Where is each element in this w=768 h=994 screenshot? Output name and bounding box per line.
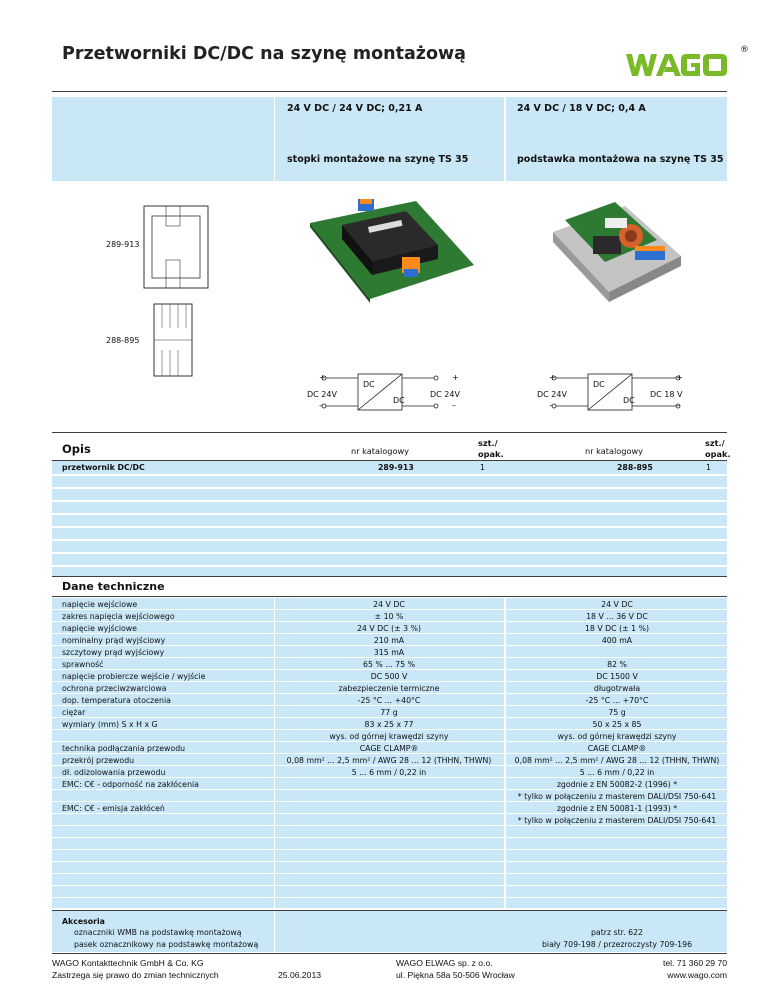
circuit-2-output: DC 18 V [650, 390, 683, 399]
tech-label: dop. temperatura otoczenia [62, 696, 171, 705]
tech-label: przekrój przewodu [62, 756, 135, 765]
tech-value-product-2: * tylko w połączeniu z masterem DALI/DSI 750-641 [517, 792, 717, 801]
catalog-number-2: 288-895 [617, 463, 653, 472]
accessory-value-1: patrz str. 622 [590, 928, 643, 937]
circuit-2-bottom: DC [623, 396, 635, 405]
product-1-photo [306, 195, 476, 305]
section-tech-data: Dane techniczne [62, 580, 165, 593]
catalog-qty-1: 1 [480, 463, 485, 472]
wago-logo [626, 52, 728, 78]
tech-value-product-1: 24 V DC [373, 600, 405, 609]
circuit-2-top: DC [593, 380, 605, 389]
footer-distributor: WAGO ELWAG sp. z o.o. [396, 958, 493, 968]
tech-value-product-1 [278, 791, 500, 803]
product-2-mount: podstawka montażowa na szynę TS 35 [517, 154, 724, 165]
tech-value-product-2: wys. od górnej krawędzi szyny [557, 732, 677, 741]
tech-value-product-1: 0,08 mm² ... 2,5 mm² / AWG 28 ... 12 (THHN, THWN) [286, 756, 492, 765]
page-title: Przetworniki DC/DC na szynę montażową [62, 44, 466, 64]
catalog-header-1: nr katalogowy [351, 446, 410, 456]
tech-value-product-2: 18 V ... 36 V DC [586, 612, 648, 621]
tech-value-product-2: 18 V DC (± 1 %) [584, 624, 650, 633]
accessory-item-2: pasek oznacznikowy na podstawkę montażową [74, 940, 259, 949]
tech-value-product-1: 83 x 25 x 77 [364, 720, 414, 729]
tech-value-product-2: 24 V DC [601, 600, 633, 609]
accessory-value-2: biały 709-198 / przezroczysty 709-196 [541, 940, 693, 949]
tech-value-product-1: CAGE CLAMP® [359, 744, 419, 753]
tech-values-2 [508, 599, 726, 827]
tech-label: dł. odizolowania przewodu [62, 768, 166, 777]
tech-value-product-1: 315 mA [373, 648, 405, 657]
catalog-number-1: 289-913 [378, 463, 414, 472]
drawing-label-1: 289-913 [106, 240, 140, 249]
tech-label: EMC: C€ - emisja zakłóceń [62, 804, 165, 813]
tech-value-product-2: 0,08 mm² ... 2,5 mm² / AWG 28 ... 12 (THHN, THWN) [514, 756, 720, 765]
accessory-item-1: oznaczniki WMB na podstawkę montażową [74, 928, 242, 937]
tech-value-product-2: 75 g [608, 708, 626, 717]
tech-label: napięcie wejściowe [62, 600, 138, 609]
product-2-name: 24 V DC / 18 V DC; 0,4 A [517, 103, 646, 114]
tech-value-product-1: 65 % ... 75 % [362, 660, 415, 669]
tech-value-product-1: 5 ... 6 mm / 0,22 in [351, 768, 427, 777]
product-1-mount: stopki montażowe na szynę TS 35 [287, 154, 469, 165]
tech-value-product-1 [278, 803, 500, 815]
circuit-1-plus-out: + [452, 373, 459, 382]
circuit-2-plus-out: + [676, 373, 683, 382]
tech-label: EMC: C€ - odporność na zakłócenia [62, 780, 199, 789]
qty-header-1a: szt./ [478, 438, 498, 448]
dimension-drawings [140, 200, 220, 390]
tech-value-product-1: 210 mA [373, 636, 405, 645]
circuit-1-minus-out: – [452, 401, 456, 410]
tech-value-product-1 [278, 779, 500, 791]
circuit-1-top: DC [363, 380, 375, 389]
tech-values-1 [278, 599, 500, 815]
accessories-title: Akcesoria [62, 917, 105, 926]
circuit-1-minus-in: – [319, 401, 323, 410]
footer-phone: tel. 71 360 29 70 [662, 958, 727, 968]
qty-header-2a: szt./ [705, 438, 725, 448]
catalog-empty-rows [52, 476, 727, 576]
circuit-2-plus-in: + [549, 373, 556, 382]
tech-value-product-1: zabezpieczenie termiczne [338, 684, 440, 693]
tech-label: wymiary (mm) S x H x G [62, 720, 158, 729]
catalog-row-label: przetwornik DC/DC [62, 463, 145, 472]
circuit-2-input: DC 24V [537, 390, 567, 399]
tech-label: sprawność [62, 660, 104, 669]
section-opis: Opis [62, 442, 91, 456]
circuit-2-minus-in: – [549, 401, 553, 410]
qty-header-1b: opak. [478, 449, 504, 459]
tech-value-product-2: długotrwała [593, 684, 641, 693]
product-1-name: 24 V DC / 24 V DC; 0,21 A [287, 103, 423, 114]
circuit-1-output: DC 24V [430, 390, 460, 399]
drawing-label-2: 288-895 [106, 336, 140, 345]
tech-value-product-2: 50 x 25 x 85 [592, 720, 642, 729]
circuit-1-input: DC 24V [307, 390, 337, 399]
tech-value-product-1: -25 °C ... +40°C [357, 696, 421, 705]
catalog-header-2: nr katalogowy [585, 446, 644, 456]
footer-address: ul. Piękna 58a 50-506 Wrocław [396, 970, 515, 980]
tech-value-product-2: DC 1500 V [596, 672, 638, 681]
tech-label: technika podłączania przewodu [62, 744, 186, 753]
tech-label: ochrona przeciwzwarciowa [62, 684, 167, 693]
tech-value-product-1: ± 10 % [374, 612, 404, 621]
tech-value-product-2: zgodnie z EN 50082-2 (1996) * [556, 780, 678, 789]
tech-value-product-2: CAGE CLAMP® [587, 744, 647, 753]
footer-company: WAGO Kontakttechnik GmbH & Co. KG [52, 958, 204, 968]
tech-value-product-2: -25 °C ... +70°C [585, 696, 649, 705]
tech-label: szczytowy prąd wyjściowy [62, 648, 165, 657]
footer-website[interactable]: www.wago.com [667, 970, 727, 980]
tech-labels [62, 599, 272, 815]
catalog-qty-2: 1 [706, 463, 711, 472]
tech-label: napięcie wyjściowe [62, 624, 137, 633]
circuit-2-minus-out: – [676, 401, 680, 410]
tech-value-product-1: wys. od górnej krawędzi szyny [329, 732, 449, 741]
circuit-1-plus-in: + [319, 373, 326, 382]
product-2-photo [545, 196, 690, 306]
qty-header-2b: opak. [705, 449, 731, 459]
tech-label: zakres napięcia wejściowego [62, 612, 175, 621]
tech-label: nominalny prąd wyjściowy [62, 636, 166, 645]
footer-disclaimer: Zastrzega się prawo do zmian technicznych [52, 970, 219, 980]
tech-label [62, 731, 272, 743]
tech-value-product-2: 82 % [607, 660, 627, 669]
tech-value-product-2: zgodnie z EN 50081-1 (1993) * [556, 804, 678, 813]
tech-value-product-1: DC 500 V [370, 672, 408, 681]
tech-label [62, 791, 272, 803]
tech-label: ciężar [62, 708, 86, 717]
circuit-1-bottom: DC [393, 396, 405, 405]
tech-value-product-1: 24 V DC (± 3 %) [356, 624, 422, 633]
tech-value-product-1: 77 g [380, 708, 398, 717]
registered-mark: ® [740, 45, 749, 55]
tech-label: napięcie probiercze wejście / wyjście [62, 672, 206, 681]
header-rule [52, 91, 727, 92]
tech-value-product-2: 5 ... 6 mm / 0,22 in [579, 768, 655, 777]
footer-date: 25.06.2013 [278, 970, 322, 980]
tech-value-product-2 [508, 647, 726, 659]
tech-value-product-2: 400 mA [601, 636, 633, 645]
tech-value-product-2: * tylko w połączeniu z masterem DALI/DSI 750-641 [517, 816, 717, 825]
